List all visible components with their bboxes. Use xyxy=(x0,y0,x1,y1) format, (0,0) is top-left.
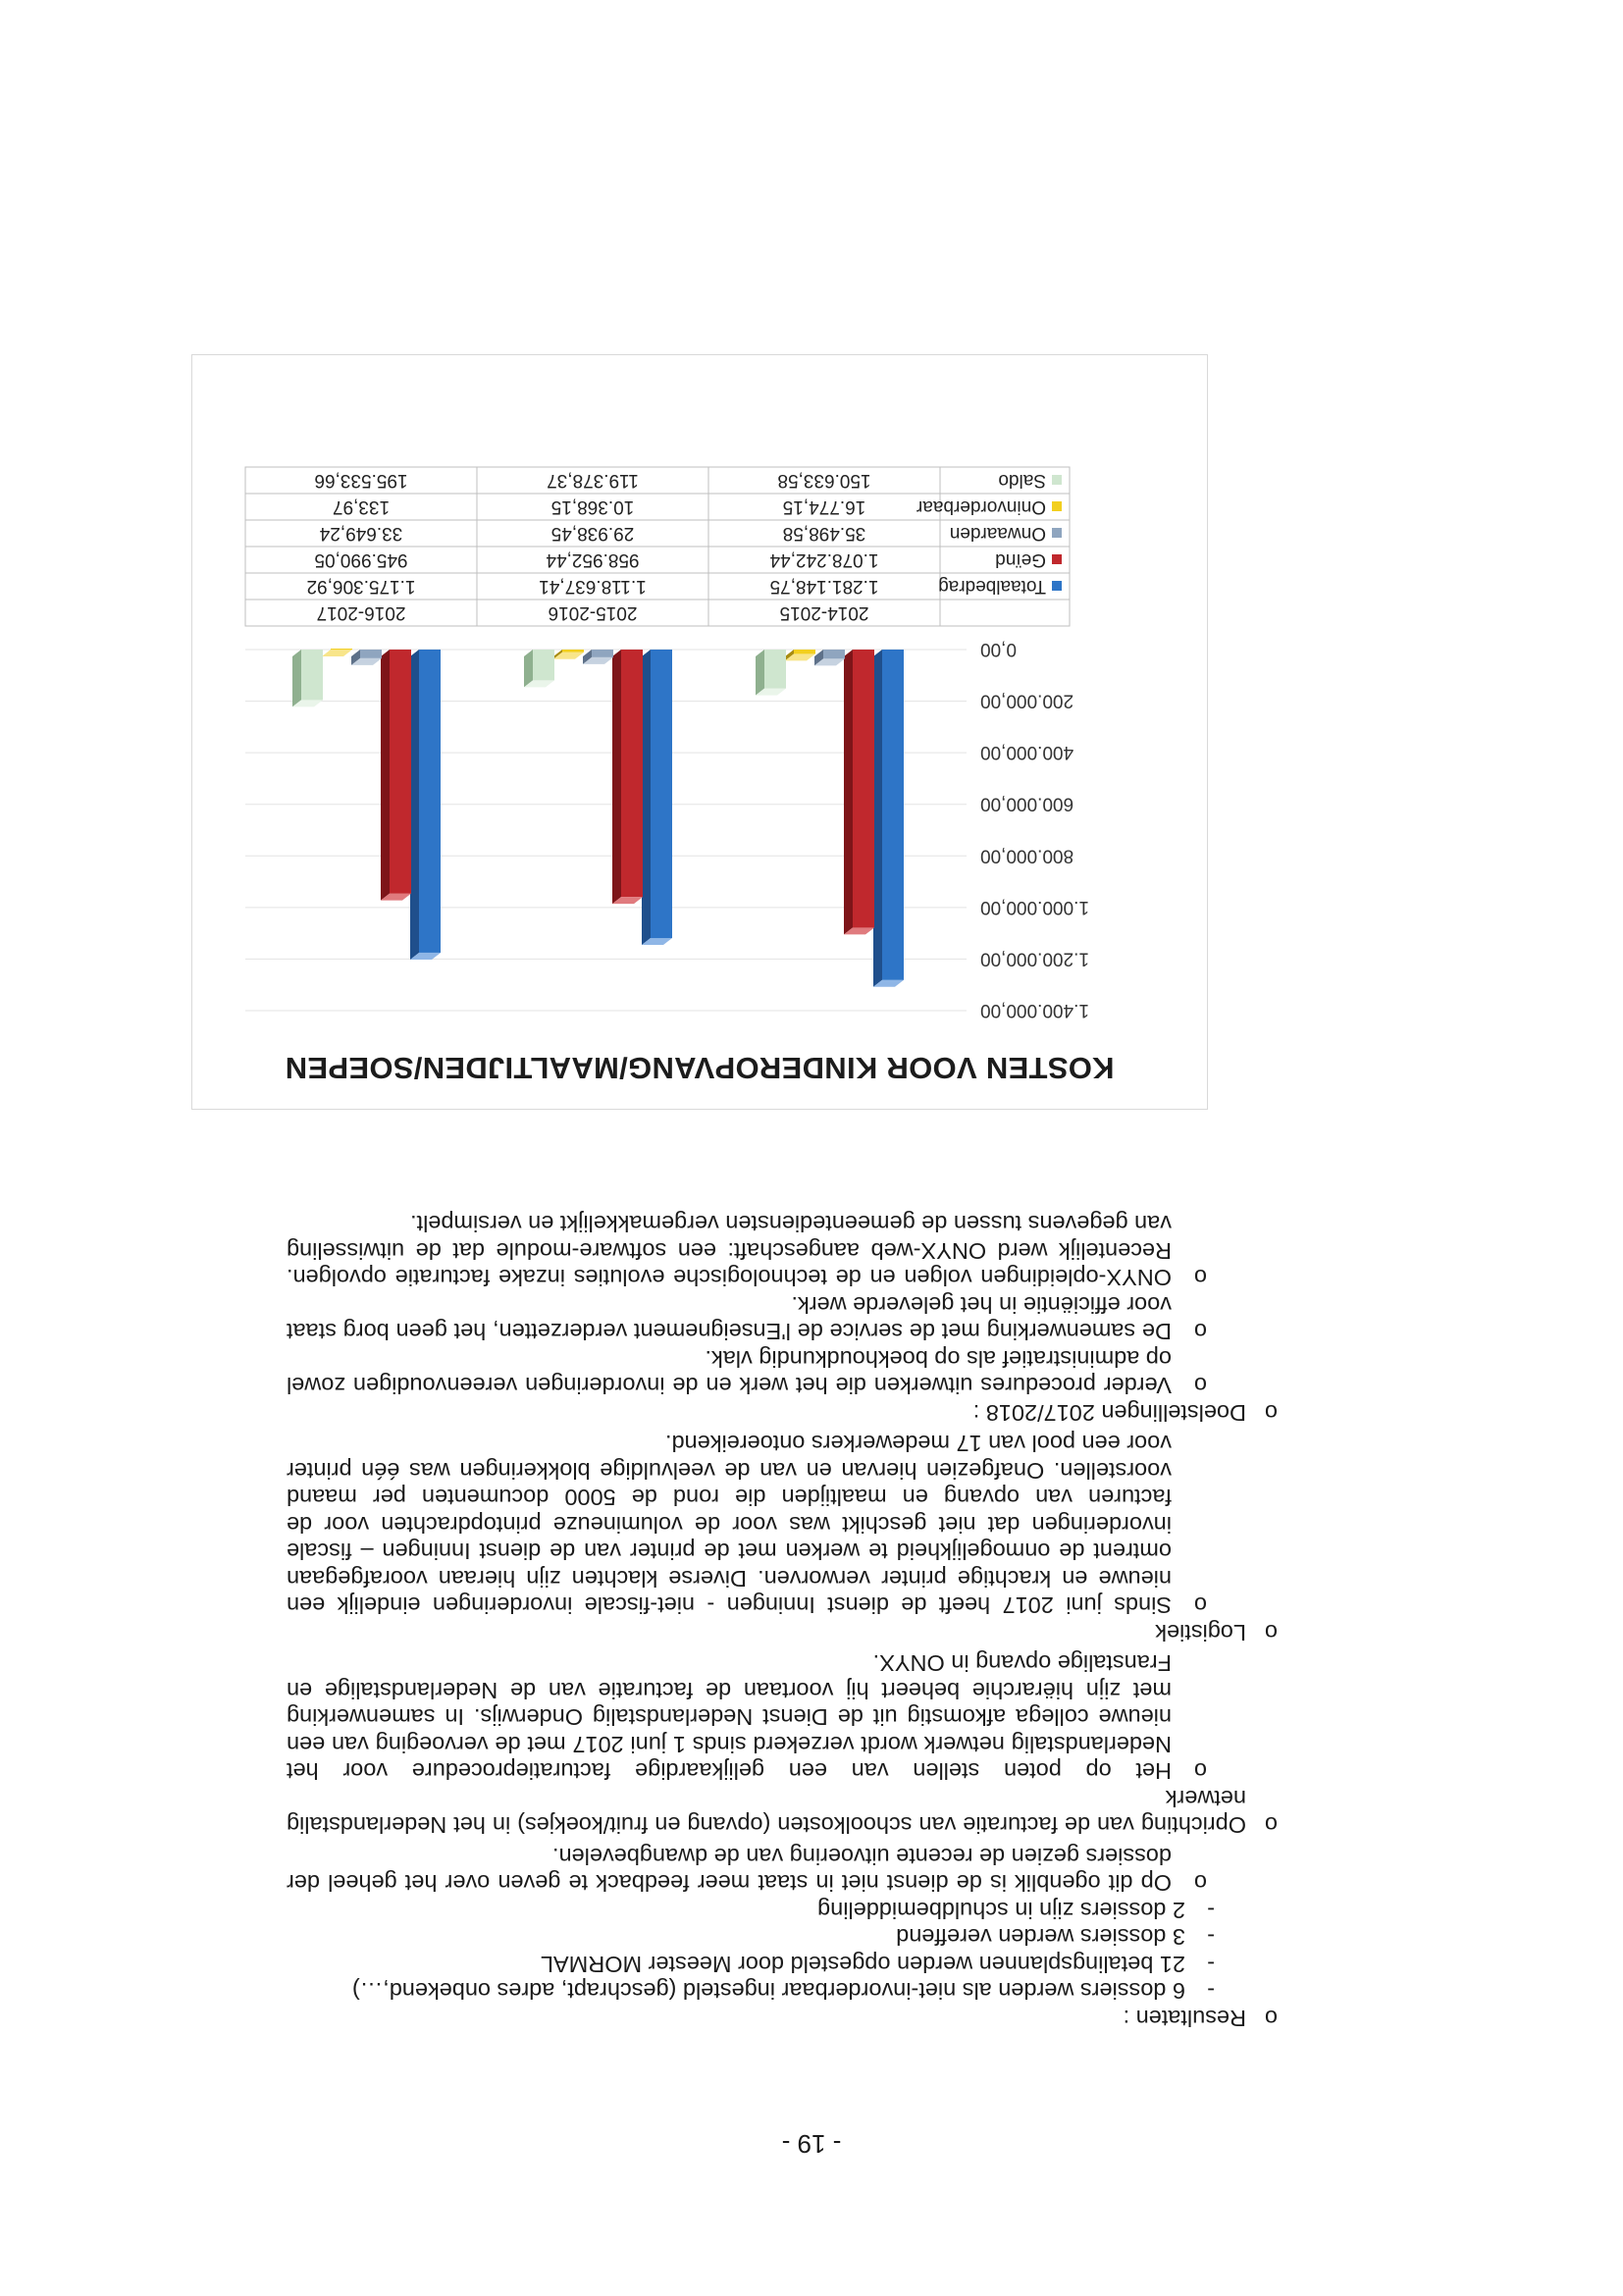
bullet-logistiek-body: o xyxy=(1193,1592,1207,1619)
bullet-feedback: o xyxy=(1193,1870,1207,1897)
table-value: 16.774,15 xyxy=(782,496,866,517)
table-value: 958.952,44 xyxy=(546,549,640,570)
bullet-logistiek: o xyxy=(1264,1620,1278,1645)
chart-bars xyxy=(292,649,904,987)
logistiek-label: Logistiek xyxy=(1155,1620,1246,1645)
resultaten-item: - 6 dossiers werden als niet-invorderbaar ingesteld (geschrapt, adres onbekend,…) xyxy=(287,1977,1215,2005)
doelstelling-item xyxy=(287,1345,1207,1399)
bar-totaalbedrag-2015-2016 xyxy=(642,650,672,945)
legend-swatch xyxy=(1052,554,1062,564)
doelstellingen-list xyxy=(287,1210,1246,1399)
table-value: 35.498,58 xyxy=(782,523,866,544)
category-label: 2015-2016 xyxy=(548,602,638,623)
table-value: 945.990,05 xyxy=(314,549,408,570)
doelstelling-text: ONYX-opleidingen volgen en de technologische evoluties inzake facturatie opvolgen. Recentelijk werd ONYX-web aangeschaft: een software-module dat de uitwisseling van gegevens tussen de gemeentediensten vergemakkelijkt en versimpelt. xyxy=(287,1211,1172,1291)
oprichting-body-block xyxy=(287,1649,1246,1785)
bar-totaalbedrag-2014-2015 xyxy=(873,650,904,987)
table-value: 195.533,66 xyxy=(314,470,408,491)
table-value: 1.175.306,92 xyxy=(306,576,416,597)
table-value: 10.368,15 xyxy=(550,496,635,517)
bar-saldo-2015-2016 xyxy=(524,650,554,687)
bullet-resultaten: o xyxy=(1264,2006,1278,2031)
resultaten-section xyxy=(287,1843,1278,2032)
category-label: 2016-2017 xyxy=(316,602,406,623)
logistiek-body-block xyxy=(287,1430,1246,1619)
oprichting-text: Het op poten stellen van een gelijkaardige facturatieprocedure voor het Nederlandstalig netwerk wordt verzekerd sinds 1 juni 2017 met de vervoeging van een nieuwe collega afkomstig uit de Dienst Nederlandstalig Onderwijs. In samenwerking met zijn hiërarchie beheert hij voortaan de facturatie van de Nederlandstalige en Franstalige opvang in ONYX. xyxy=(287,1650,1172,1785)
legend-swatch xyxy=(1052,528,1062,538)
bullet-doelstelling: o xyxy=(1193,1319,1207,1345)
y-tick-label: 0,00 xyxy=(980,639,1017,659)
table-value: 1.118.637,41 xyxy=(539,576,647,597)
bar-gend-2014-2015 xyxy=(844,650,874,934)
logistiek-body xyxy=(287,1430,1207,1619)
y-tick-label: 800.000,00 xyxy=(980,845,1074,866)
data-table xyxy=(245,467,1070,626)
resultaten-label: Resultaten : xyxy=(1123,2006,1246,2031)
logistiek-text: Sinds juni 2017 heeft de dienst Inningen - niet-fiscale invorderingen eindelijk een nieuwe en krachtige printer verworven. Diverse klachten zijn hieraan voorafgegaan omtrent de onmogelijkheid te werken met de printer van de dienst Inningen – fiscale invorderingen dat niet geschikt was voor de volumineuze printopdrachten voor de facturen van opvang en maaltijden die rond de 5000 documenten per maand voorstellen. Onafgezien hiervan en van de veelvuldige blokkeringen was één printer voor een pool van 17 medewerkers ontoereikend. xyxy=(287,1431,1172,1619)
feedback-text: Op dit ogenblik is de dienst niet in staat meer feedback te geven over het geheel der dossiers gezien de recente uitvoering van de dwangbevelen. xyxy=(287,1844,1172,1897)
bar-onwaarden-2016-2017 xyxy=(351,650,382,665)
doelstellingen-section xyxy=(287,1210,1278,1426)
table-value: 33.649,24 xyxy=(319,523,403,544)
bullet-doelstelling: o xyxy=(1193,1265,1207,1291)
chart-title: KOSTEN VOOR KINDEROPVANG/MAALTIJDEN/SOEPEN xyxy=(285,1051,1115,1085)
bullet-oprichting-body: o xyxy=(1193,1758,1207,1785)
y-tick-label: 200.000,00 xyxy=(980,690,1074,711)
bar-totaalbedrag-2016-2017 xyxy=(410,650,441,960)
y-tick-label: 400.000,00 xyxy=(980,742,1074,763)
legend-swatch xyxy=(1052,501,1062,511)
legend-label: Onwaarden xyxy=(949,523,1046,544)
resultaten-list xyxy=(287,1897,1246,2005)
bar-oninvorderbaar-2014-2015 xyxy=(785,650,815,660)
doelstelling-item xyxy=(287,1210,1207,1291)
bar-onwaarden-2015-2016 xyxy=(583,650,613,664)
doelstellingen-label: Doelstellingen 2017/2018 : xyxy=(972,1400,1246,1426)
table-value: 119.378,37 xyxy=(547,470,639,491)
bullet-oprichting: o xyxy=(1264,1812,1278,1839)
resultaten-feedback xyxy=(287,1843,1207,1897)
table-value: 29.938,45 xyxy=(550,523,635,544)
bar-saldo-2016-2017 xyxy=(292,650,323,706)
oprichting-body xyxy=(287,1649,1207,1785)
y-tick-label: 600.000,00 xyxy=(980,793,1074,814)
bullet-doelstellingen: o xyxy=(1264,1400,1278,1426)
y-tick-label: 1.200.000,00 xyxy=(980,948,1089,969)
legend-label: Geïnd xyxy=(995,549,1046,570)
legend-swatch xyxy=(1052,581,1062,591)
table-value: 1.078.242,44 xyxy=(769,549,879,570)
y-tick-label: 1.000.000,00 xyxy=(980,896,1089,917)
table-value: 150.633,58 xyxy=(777,470,871,491)
legend-label: Saldo xyxy=(998,470,1046,491)
chart-container xyxy=(191,354,1208,1110)
report-text xyxy=(287,1210,1278,2031)
bar-gend-2015-2016 xyxy=(612,650,643,904)
table-value: 1.281.148,75 xyxy=(769,576,879,597)
doelstelling-text: De samenwerking met de service de l'Enseignement verderzetten, het geen borg staat voor efficiëntie in het geleverde werk. xyxy=(287,1292,1172,1345)
bar-gend-2016-2017 xyxy=(381,650,411,901)
legend-swatch xyxy=(1052,475,1062,485)
cost-bar-chart xyxy=(192,355,1207,1109)
category-label: 2014-2015 xyxy=(779,602,869,623)
bar-oninvorderbaar-2015-2016 xyxy=(553,650,584,659)
doelstelling-item xyxy=(287,1291,1207,1345)
table-value: 133,97 xyxy=(332,496,391,517)
oprichting-label: Oprichting van de facturatie van schoolkosten (opvang en fruit/koekjes) in het Nederlandstalig netwerk xyxy=(287,1786,1246,1839)
bar-onwaarden-2014-2015 xyxy=(814,650,845,665)
legend-label: Oninvorderbaar xyxy=(916,496,1046,517)
legend-label: Totaalbedrag xyxy=(938,576,1046,597)
resultaten-item: - 3 dossiers werden vereffend xyxy=(287,1923,1215,1951)
logistiek-section xyxy=(287,1430,1278,1645)
y-axis-ticks xyxy=(980,639,1089,1020)
resultaten-item: - 21 betalingsplannen werden opgesteld door Meester MORMAL xyxy=(287,1951,1215,1978)
resultaten-feedback-block xyxy=(287,1843,1246,1897)
page-number: - 19 - xyxy=(781,2129,842,2159)
resultaten-item: - 2 dossiers zijn in schuldbemiddeling xyxy=(287,1897,1215,1924)
bar-saldo-2014-2015 xyxy=(756,650,786,696)
y-tick-label: 1.400.000,00 xyxy=(980,1000,1089,1020)
doelstelling-text: Verder procedures uitwerken die het werk en de invorderingen vereenvoudigen zowel op administratief als op boekhoudkundig vlak. xyxy=(287,1346,1172,1399)
oprichting-section xyxy=(287,1649,1278,1839)
bullet-doelstelling: o xyxy=(1193,1373,1207,1399)
